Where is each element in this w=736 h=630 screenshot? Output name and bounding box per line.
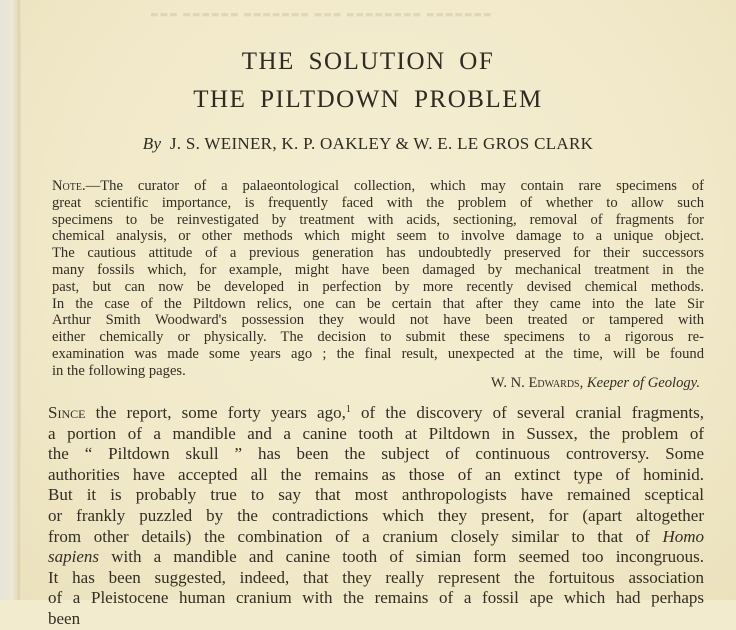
note-line: The cautious attitude of a previous generation has undoubtedly preserved for their successors — [52, 245, 704, 262]
body-line: It has been suggested, indeed, that they really represent the fortuitous association — [48, 567, 704, 587]
signature-name: W. N. Edwards, — [490, 375, 584, 391]
note-line: Note.—The curator of a palaeontological collection, which may contain rare specimens of — [52, 178, 704, 194]
body-line: But it is probably true to say that most anthropologists have remained sceptical — [48, 485, 704, 505]
body-text — [48, 403, 704, 630]
note-line: examination was made some years ago ; the final result, unexpected at the time, will be found — [52, 345, 704, 362]
note-line: many fossils which, for example, might have been damaged by mechanical treatment in the — [52, 261, 704, 278]
body-line: authorities have accepted all the remains as those of an extinct type of hominid. — [48, 464, 704, 484]
note-signature — [491, 375, 700, 392]
byline — [0, 134, 736, 154]
note-line: In the case of the Piltdown relics, one can be certain that after they came into the late Sir — [52, 295, 704, 312]
body-line: been — [48, 608, 81, 628]
body-line: of a Pleistocene human cranium with the remains of a fossil ape which had perhaps — [48, 588, 704, 608]
body-line: from other details) the combination of a cranium closely similar to that of Homo — [48, 526, 705, 546]
article-title-line-1: THE SOLUTION OF — [241, 48, 495, 75]
note-line: in the following pages. — [52, 362, 186, 379]
body-line: sapiens with a mandible and canine tooth of simian form seemed too incongruous. — [48, 547, 704, 567]
article-title-line-2: THE PILTDOWN PROBLEM — [193, 86, 543, 113]
note-line: Arthur Smith Woodward's possession they would not have been treated or tampered with — [52, 312, 704, 329]
authors: J. S. WEINER, K. P. OAKLEY & W. E. LE GROS CLARK — [169, 134, 594, 153]
footnote-ref[interactable]: 1 — [345, 404, 351, 415]
opening-word: Since — [48, 403, 86, 422]
body-line: or frankly puzzled by the contradictions which they present, for (apart altogether — [48, 505, 704, 525]
body-line: the “ Piltdown skull ” has been the subject of continuous controversy. Some — [48, 444, 704, 464]
signature-role: Keeper of Geology. — [586, 375, 700, 391]
editor-note — [52, 178, 704, 380]
note-line: great scientific importance, is frequently faced with the problem of whether to allow such — [52, 194, 704, 211]
body-line: a portion of a mandible and a canine tooth at Piltdown in Sussex, the problem of — [48, 423, 704, 443]
note-line: past, but can now be developed in perfection by more recently devised chemical methods. — [52, 278, 704, 295]
note-line: chemical analysis, or other methods which might seem to involve damage to a unique object. — [52, 228, 704, 245]
byline-prefix: By — [142, 134, 162, 153]
note-label: Note. — [52, 178, 86, 194]
note-line: either chemically or physically. The decision to submit these specimens to a rigorous re- — [52, 329, 704, 346]
show-through-text: ▬▬▬ ▬▬▬▬▬▬ ▬▬▬▬▬▬▬ ▬▬▬ ▬▬▬▬▬▬▬▬ ▬▬▬▬▬▬▬ — [150, 10, 493, 20]
species-name-sapiens: sapiens — [48, 547, 99, 567]
body-line: Since the report, some forty years ago,$^1$ of the discovery of several cranial fragments, — [48, 403, 705, 422]
species-name-homo: Homo — [662, 526, 705, 546]
note-line: specimens to be reinvestigated by treatment with acids, sectioning, removal of fragments for — [52, 211, 704, 228]
